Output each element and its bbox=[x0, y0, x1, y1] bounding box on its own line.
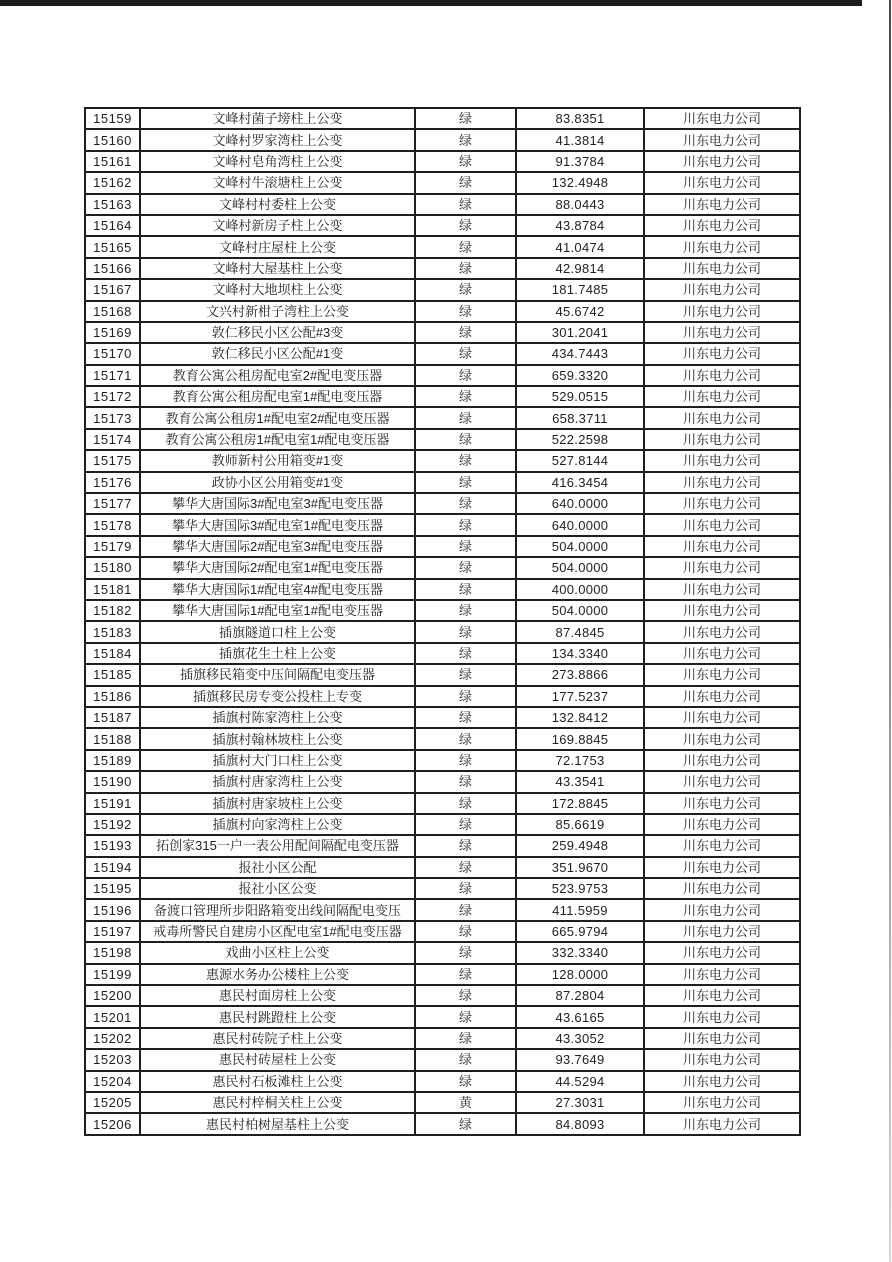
table-row bbox=[85, 899, 800, 920]
company-name: 川东电力公司 bbox=[644, 1113, 800, 1135]
company-name: 川东电力公司 bbox=[644, 985, 800, 1006]
device-name: 教育公寓公租房配电室1#配电变压器 bbox=[140, 386, 415, 407]
table-row bbox=[85, 1071, 800, 1092]
device-name: 戒毒所警民自建房小区配电室1#配电变压器 bbox=[140, 921, 415, 942]
company-name: 川东电力公司 bbox=[644, 557, 800, 578]
capacity-value: 522.2598 bbox=[516, 429, 644, 450]
row-id: 15161 bbox=[85, 151, 140, 172]
device-name: 敦仁移民小区公配#3变 bbox=[140, 322, 415, 343]
status-label: 绿 bbox=[415, 728, 516, 749]
status-label: 绿 bbox=[415, 365, 516, 386]
table-row bbox=[85, 985, 800, 1006]
status-label: 绿 bbox=[415, 322, 516, 343]
table-row bbox=[85, 964, 800, 985]
status-label: 绿 bbox=[415, 686, 516, 707]
capacity-value: 523.9753 bbox=[516, 878, 644, 899]
row-id: 15205 bbox=[85, 1092, 140, 1113]
capacity-value: 42.9814 bbox=[516, 258, 644, 279]
capacity-value: 41.3814 bbox=[516, 129, 644, 150]
capacity-value: 659.3320 bbox=[516, 365, 644, 386]
device-name: 教育公寓公租房1#配电室2#配电变压器 bbox=[140, 407, 415, 428]
row-id: 15191 bbox=[85, 793, 140, 814]
company-name: 川东电力公司 bbox=[644, 407, 800, 428]
capacity-value: 128.0000 bbox=[516, 964, 644, 985]
capacity-value: 273.8866 bbox=[516, 664, 644, 685]
status-label: 绿 bbox=[415, 899, 516, 920]
status-label: 绿 bbox=[415, 835, 516, 856]
table-row bbox=[85, 643, 800, 664]
row-id: 15168 bbox=[85, 301, 140, 322]
device-name: 政协小区公用箱变#1变 bbox=[140, 472, 415, 493]
table-row bbox=[85, 236, 800, 257]
status-label: 绿 bbox=[415, 621, 516, 642]
row-id: 15171 bbox=[85, 365, 140, 386]
company-name: 川东电力公司 bbox=[644, 129, 800, 150]
status-label: 绿 bbox=[415, 108, 516, 129]
table-row bbox=[85, 921, 800, 942]
status-label: 绿 bbox=[415, 407, 516, 428]
status-label: 绿 bbox=[415, 814, 516, 835]
company-name: 川东电力公司 bbox=[644, 686, 800, 707]
company-name: 川东电力公司 bbox=[644, 878, 800, 899]
capacity-value: 44.5294 bbox=[516, 1071, 644, 1092]
status-label: 绿 bbox=[415, 600, 516, 621]
company-name: 川东电力公司 bbox=[644, 215, 800, 236]
status-label: 绿 bbox=[415, 771, 516, 792]
capacity-value: 132.8412 bbox=[516, 707, 644, 728]
row-id: 15192 bbox=[85, 814, 140, 835]
device-name: 教师新村公用箱变#1变 bbox=[140, 450, 415, 471]
device-name: 报社小区公变 bbox=[140, 878, 415, 899]
capacity-value: 504.0000 bbox=[516, 557, 644, 578]
page-right-edge-line bbox=[889, 0, 891, 1262]
device-name: 惠民村梓桐关柱上公变 bbox=[140, 1092, 415, 1113]
company-name: 川东电力公司 bbox=[644, 472, 800, 493]
device-name: 文兴村新柑子湾柱上公变 bbox=[140, 301, 415, 322]
row-id: 15189 bbox=[85, 750, 140, 771]
status-label: 绿 bbox=[415, 557, 516, 578]
device-name: 文峰村罗家湾柱上公变 bbox=[140, 129, 415, 150]
company-name: 川东电力公司 bbox=[644, 108, 800, 129]
row-id: 15159 bbox=[85, 108, 140, 129]
table-row bbox=[85, 878, 800, 899]
company-name: 川东电力公司 bbox=[644, 964, 800, 985]
status-label: 绿 bbox=[415, 472, 516, 493]
row-id: 15187 bbox=[85, 707, 140, 728]
capacity-value: 41.0474 bbox=[516, 236, 644, 257]
table-row bbox=[85, 557, 800, 578]
row-id: 15190 bbox=[85, 771, 140, 792]
company-name: 川东电力公司 bbox=[644, 236, 800, 257]
capacity-value: 504.0000 bbox=[516, 536, 644, 557]
top-black-bar bbox=[0, 0, 862, 6]
row-id: 15184 bbox=[85, 643, 140, 664]
row-id: 15200 bbox=[85, 985, 140, 1006]
device-name: 惠民村跳蹬柱上公变 bbox=[140, 1006, 415, 1027]
capacity-value: 87.4845 bbox=[516, 621, 644, 642]
device-name: 惠民村砖院子柱上公变 bbox=[140, 1028, 415, 1049]
company-name: 川东电力公司 bbox=[644, 514, 800, 535]
table-row bbox=[85, 1049, 800, 1070]
company-name: 川东电力公司 bbox=[644, 814, 800, 835]
row-id: 15165 bbox=[85, 236, 140, 257]
device-name: 插旗隧道口柱上公变 bbox=[140, 621, 415, 642]
row-id: 15175 bbox=[85, 450, 140, 471]
row-id: 15174 bbox=[85, 429, 140, 450]
row-id: 15194 bbox=[85, 857, 140, 878]
table-row bbox=[85, 1113, 800, 1135]
status-label: 绿 bbox=[415, 386, 516, 407]
table-row bbox=[85, 514, 800, 535]
row-id: 15181 bbox=[85, 579, 140, 600]
row-id: 15178 bbox=[85, 514, 140, 535]
table-row bbox=[85, 664, 800, 685]
company-name: 川东电力公司 bbox=[644, 343, 800, 364]
capacity-value: 169.8845 bbox=[516, 728, 644, 749]
device-name: 惠源水务办公楼柱上公变 bbox=[140, 964, 415, 985]
status-label: 绿 bbox=[415, 664, 516, 685]
row-id: 15179 bbox=[85, 536, 140, 557]
status-label: 绿 bbox=[415, 215, 516, 236]
status-label: 绿 bbox=[415, 1071, 516, 1092]
table-row bbox=[85, 857, 800, 878]
device-name: 插旗移民房专变公投柱上专变 bbox=[140, 686, 415, 707]
table-row bbox=[85, 343, 800, 364]
status-label: 绿 bbox=[415, 878, 516, 899]
status-label: 绿 bbox=[415, 1006, 516, 1027]
table-row bbox=[85, 386, 800, 407]
device-name: 文峰村新房子柱上公变 bbox=[140, 215, 415, 236]
company-name: 川东电力公司 bbox=[644, 664, 800, 685]
table-row bbox=[85, 172, 800, 193]
capacity-value: 93.7649 bbox=[516, 1049, 644, 1070]
company-name: 川东电力公司 bbox=[644, 450, 800, 471]
company-name: 川东电力公司 bbox=[644, 899, 800, 920]
row-id: 15167 bbox=[85, 279, 140, 300]
device-name: 惠民村石板滩柱上公变 bbox=[140, 1071, 415, 1092]
status-label: 绿 bbox=[415, 194, 516, 215]
device-name: 插旗村唐家湾柱上公变 bbox=[140, 771, 415, 792]
company-name: 川东电力公司 bbox=[644, 194, 800, 215]
status-label: 绿 bbox=[415, 301, 516, 322]
device-name: 插旗村翰林坡柱上公变 bbox=[140, 728, 415, 749]
capacity-value: 72.1753 bbox=[516, 750, 644, 771]
table-row bbox=[85, 258, 800, 279]
company-name: 川东电力公司 bbox=[644, 429, 800, 450]
device-name: 文峰村大地坝柱上公变 bbox=[140, 279, 415, 300]
capacity-value: 132.4948 bbox=[516, 172, 644, 193]
table-row bbox=[85, 1028, 800, 1049]
device-name: 攀华大唐国际1#配电室4#配电变压器 bbox=[140, 579, 415, 600]
device-name: 敦仁移民小区公配#1变 bbox=[140, 343, 415, 364]
capacity-value: 416.3454 bbox=[516, 472, 644, 493]
device-name: 备渡口管理所步阳路箱变出线间隔配电变压 bbox=[140, 899, 415, 920]
company-name: 川东电力公司 bbox=[644, 793, 800, 814]
row-id: 15182 bbox=[85, 600, 140, 621]
table-row bbox=[85, 835, 800, 856]
capacity-value: 134.3340 bbox=[516, 643, 644, 664]
table-body bbox=[85, 108, 800, 1135]
table-row bbox=[85, 365, 800, 386]
row-id: 15177 bbox=[85, 493, 140, 514]
capacity-value: 351.9670 bbox=[516, 857, 644, 878]
status-label: 绿 bbox=[415, 172, 516, 193]
row-id: 15188 bbox=[85, 728, 140, 749]
row-id: 15176 bbox=[85, 472, 140, 493]
row-id: 15202 bbox=[85, 1028, 140, 1049]
row-id: 15199 bbox=[85, 964, 140, 985]
company-name: 川东电力公司 bbox=[644, 750, 800, 771]
table-row bbox=[85, 301, 800, 322]
company-name: 川东电力公司 bbox=[644, 493, 800, 514]
company-name: 川东电力公司 bbox=[644, 151, 800, 172]
company-name: 川东电力公司 bbox=[644, 258, 800, 279]
company-name: 川东电力公司 bbox=[644, 600, 800, 621]
device-name: 教育公寓公租房1#配电室1#配电变压器 bbox=[140, 429, 415, 450]
status-label: 绿 bbox=[415, 343, 516, 364]
table-row bbox=[85, 108, 800, 129]
capacity-value: 43.6165 bbox=[516, 1006, 644, 1027]
status-label: 绿 bbox=[415, 1049, 516, 1070]
status-label: 绿 bbox=[415, 493, 516, 514]
device-name: 插旗花生土柱上公变 bbox=[140, 643, 415, 664]
row-id: 15172 bbox=[85, 386, 140, 407]
capacity-value: 411.5959 bbox=[516, 899, 644, 920]
table-row bbox=[85, 728, 800, 749]
capacity-value: 43.3541 bbox=[516, 771, 644, 792]
row-id: 15163 bbox=[85, 194, 140, 215]
status-label: 绿 bbox=[415, 1113, 516, 1135]
table-row bbox=[85, 621, 800, 642]
row-id: 15206 bbox=[85, 1113, 140, 1135]
capacity-value: 332.3340 bbox=[516, 942, 644, 963]
status-label: 绿 bbox=[415, 1028, 516, 1049]
row-id: 15170 bbox=[85, 343, 140, 364]
row-id: 15198 bbox=[85, 942, 140, 963]
capacity-value: 85.6619 bbox=[516, 814, 644, 835]
device-name: 文峰村菌子塝柱上公变 bbox=[140, 108, 415, 129]
table-row bbox=[85, 129, 800, 150]
table-row bbox=[85, 536, 800, 557]
company-name: 川东电力公司 bbox=[644, 771, 800, 792]
device-name: 攀华大唐国际2#配电室1#配电变压器 bbox=[140, 557, 415, 578]
capacity-value: 434.7443 bbox=[516, 343, 644, 364]
company-name: 川东电力公司 bbox=[644, 621, 800, 642]
status-label: 绿 bbox=[415, 643, 516, 664]
capacity-value: 529.0515 bbox=[516, 386, 644, 407]
device-name: 文峰村庄屋柱上公变 bbox=[140, 236, 415, 257]
status-label: 绿 bbox=[415, 964, 516, 985]
table-row bbox=[85, 1092, 800, 1113]
capacity-value: 84.8093 bbox=[516, 1113, 644, 1135]
company-name: 川东电力公司 bbox=[644, 921, 800, 942]
company-name: 川东电力公司 bbox=[644, 1028, 800, 1049]
row-id: 15195 bbox=[85, 878, 140, 899]
device-name: 插旗村向家湾柱上公变 bbox=[140, 814, 415, 835]
capacity-value: 658.3711 bbox=[516, 407, 644, 428]
device-name: 文峰村村委柱上公变 bbox=[140, 194, 415, 215]
table-row bbox=[85, 407, 800, 428]
table-row bbox=[85, 750, 800, 771]
capacity-value: 259.4948 bbox=[516, 835, 644, 856]
row-id: 15193 bbox=[85, 835, 140, 856]
capacity-value: 301.2041 bbox=[516, 322, 644, 343]
table-row bbox=[85, 472, 800, 493]
capacity-value: 640.0000 bbox=[516, 514, 644, 535]
table-row bbox=[85, 600, 800, 621]
status-label: 绿 bbox=[415, 750, 516, 771]
company-name: 川东电力公司 bbox=[644, 857, 800, 878]
row-id: 15196 bbox=[85, 899, 140, 920]
status-label: 绿 bbox=[415, 579, 516, 600]
table-row bbox=[85, 151, 800, 172]
capacity-value: 400.0000 bbox=[516, 579, 644, 600]
company-name: 川东电力公司 bbox=[644, 835, 800, 856]
capacity-value: 43.8784 bbox=[516, 215, 644, 236]
capacity-value: 177.5237 bbox=[516, 686, 644, 707]
row-id: 15201 bbox=[85, 1006, 140, 1027]
device-name: 惠民村砖屋柱上公变 bbox=[140, 1049, 415, 1070]
company-name: 川东电力公司 bbox=[644, 643, 800, 664]
row-id: 15166 bbox=[85, 258, 140, 279]
capacity-value: 27.3031 bbox=[516, 1092, 644, 1113]
row-id: 15183 bbox=[85, 621, 140, 642]
capacity-value: 504.0000 bbox=[516, 600, 644, 621]
row-id: 15180 bbox=[85, 557, 140, 578]
table-row bbox=[85, 793, 800, 814]
table-row bbox=[85, 194, 800, 215]
table-row bbox=[85, 429, 800, 450]
device-name: 戏曲小区柱上公变 bbox=[140, 942, 415, 963]
company-name: 川东电力公司 bbox=[644, 1071, 800, 1092]
status-label: 绿 bbox=[415, 921, 516, 942]
table-row bbox=[85, 215, 800, 236]
capacity-value: 665.9794 bbox=[516, 921, 644, 942]
company-name: 川东电力公司 bbox=[644, 172, 800, 193]
company-name: 川东电力公司 bbox=[644, 536, 800, 557]
company-name: 川东电力公司 bbox=[644, 1006, 800, 1027]
status-label: 绿 bbox=[415, 942, 516, 963]
capacity-value: 91.3784 bbox=[516, 151, 644, 172]
row-id: 15186 bbox=[85, 686, 140, 707]
company-name: 川东电力公司 bbox=[644, 1092, 800, 1113]
company-name: 川东电力公司 bbox=[644, 322, 800, 343]
device-name: 攀华大唐国际3#配电室3#配电变压器 bbox=[140, 493, 415, 514]
device-name: 拓创家315一户一表公用配间隔配电变压器 bbox=[140, 835, 415, 856]
company-name: 川东电力公司 bbox=[644, 386, 800, 407]
row-id: 15197 bbox=[85, 921, 140, 942]
status-label: 绿 bbox=[415, 985, 516, 1006]
device-name: 攀华大唐国际2#配电室3#配电变压器 bbox=[140, 536, 415, 557]
status-label: 绿 bbox=[415, 450, 516, 471]
row-id: 15203 bbox=[85, 1049, 140, 1070]
table-row bbox=[85, 322, 800, 343]
device-name: 惠民村柏树屋基柱上公变 bbox=[140, 1113, 415, 1135]
table-row bbox=[85, 814, 800, 835]
capacity-value: 527.8144 bbox=[516, 450, 644, 471]
company-name: 川东电力公司 bbox=[644, 1049, 800, 1070]
device-name: 教育公寓公租房配电室2#配电变压器 bbox=[140, 365, 415, 386]
status-label: 绿 bbox=[415, 514, 516, 535]
status-label: 绿 bbox=[415, 258, 516, 279]
company-name: 川东电力公司 bbox=[644, 579, 800, 600]
table-row bbox=[85, 771, 800, 792]
capacity-value: 172.8845 bbox=[516, 793, 644, 814]
status-label: 绿 bbox=[415, 279, 516, 300]
company-name: 川东电力公司 bbox=[644, 728, 800, 749]
row-id: 15164 bbox=[85, 215, 140, 236]
company-name: 川东电力公司 bbox=[644, 365, 800, 386]
status-label: 绿 bbox=[415, 793, 516, 814]
device-name: 插旗村唐家坡柱上公变 bbox=[140, 793, 415, 814]
company-name: 川东电力公司 bbox=[644, 279, 800, 300]
device-name: 文峰村大屋基柱上公变 bbox=[140, 258, 415, 279]
row-id: 15162 bbox=[85, 172, 140, 193]
row-id: 15185 bbox=[85, 664, 140, 685]
row-id: 15173 bbox=[85, 407, 140, 428]
row-id: 15160 bbox=[85, 129, 140, 150]
capacity-value: 87.2804 bbox=[516, 985, 644, 1006]
status-label: 绿 bbox=[415, 129, 516, 150]
capacity-value: 43.3052 bbox=[516, 1028, 644, 1049]
transformer-data-table bbox=[84, 107, 801, 1136]
device-name: 攀华大唐国际3#配电室1#配电变压器 bbox=[140, 514, 415, 535]
capacity-value: 45.6742 bbox=[516, 301, 644, 322]
table-row bbox=[85, 493, 800, 514]
row-id: 15204 bbox=[85, 1071, 140, 1092]
table-row bbox=[85, 686, 800, 707]
status-label: 绿 bbox=[415, 536, 516, 557]
company-name: 川东电力公司 bbox=[644, 942, 800, 963]
capacity-value: 83.8351 bbox=[516, 108, 644, 129]
device-name: 报社小区公配 bbox=[140, 857, 415, 878]
capacity-value: 88.0443 bbox=[516, 194, 644, 215]
device-name: 插旗村陈家湾柱上公变 bbox=[140, 707, 415, 728]
device-name: 文峰村牛滚塘柱上公变 bbox=[140, 172, 415, 193]
device-name: 插旗村大门口柱上公变 bbox=[140, 750, 415, 771]
capacity-value: 181.7485 bbox=[516, 279, 644, 300]
company-name: 川东电力公司 bbox=[644, 707, 800, 728]
device-name: 文峰村皂角湾柱上公变 bbox=[140, 151, 415, 172]
status-label: 绿 bbox=[415, 151, 516, 172]
table-row bbox=[85, 450, 800, 471]
table-row bbox=[85, 279, 800, 300]
device-name: 插旗移民箱变中压间隔配电变压器 bbox=[140, 664, 415, 685]
device-name: 惠民村面房柱上公变 bbox=[140, 985, 415, 1006]
table-row bbox=[85, 942, 800, 963]
table-row bbox=[85, 707, 800, 728]
status-label: 绿 bbox=[415, 857, 516, 878]
status-label: 绿 bbox=[415, 429, 516, 450]
table-row bbox=[85, 1006, 800, 1027]
status-label: 绿 bbox=[415, 236, 516, 257]
status-label: 绿 bbox=[415, 707, 516, 728]
company-name: 川东电力公司 bbox=[644, 301, 800, 322]
capacity-value: 640.0000 bbox=[516, 493, 644, 514]
device-name: 攀华大唐国际1#配电室1#配电变压器 bbox=[140, 600, 415, 621]
row-id: 15169 bbox=[85, 322, 140, 343]
table-row bbox=[85, 579, 800, 600]
status-label: 黄 bbox=[415, 1092, 516, 1113]
